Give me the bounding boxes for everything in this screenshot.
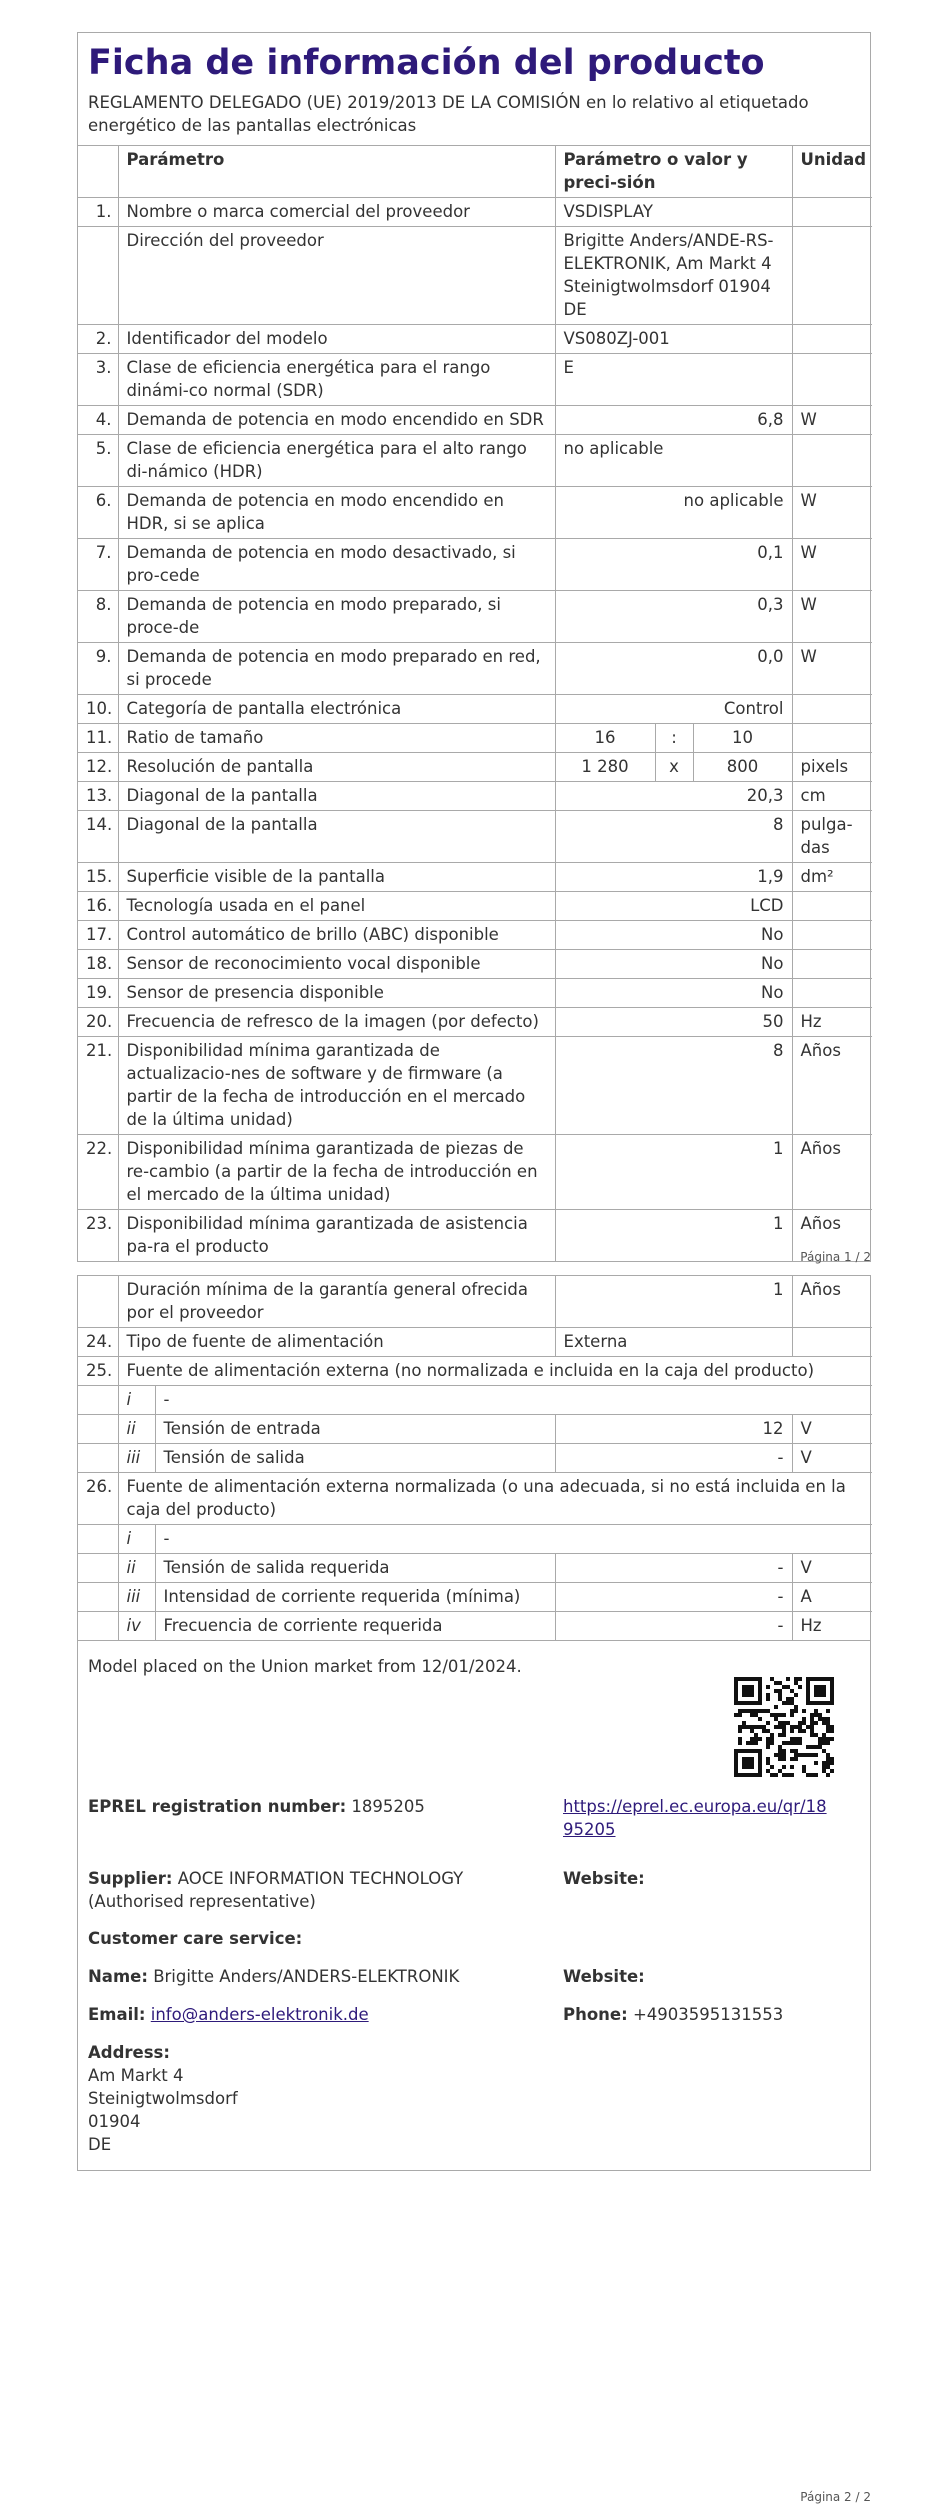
row-number: 13.: [78, 782, 118, 811]
table-row: [78, 724, 872, 753]
row-number: [78, 1612, 118, 1641]
row-value: Externa: [555, 1328, 792, 1357]
row-unit: W: [792, 406, 872, 435]
row-number: 16.: [78, 892, 118, 921]
row-value: 0,1: [555, 539, 792, 591]
row-unit: Hz: [792, 1008, 872, 1037]
sub-unit: A: [792, 1583, 872, 1612]
eprel-value: 1895205: [351, 1797, 425, 1816]
table-row: [78, 979, 872, 1008]
row-number: 18.: [78, 950, 118, 979]
row-unit: [792, 435, 872, 487]
row-unit: [792, 724, 872, 753]
row-number: 10.: [78, 695, 118, 724]
sub-index: i: [118, 1386, 155, 1415]
row-parameter: Sensor de presencia disponible: [118, 979, 555, 1008]
row-number: [78, 1583, 118, 1612]
address-line: DE: [88, 2135, 112, 2154]
row-parameter: Control automático de brillo (ABC) disponible: [118, 921, 555, 950]
sub-parameter: -: [155, 1386, 872, 1415]
row-value-separator: x: [655, 753, 693, 782]
row-unit: [792, 695, 872, 724]
market-text: Model placed on the Union market from 12/01/2024.: [88, 1657, 522, 1676]
row-number: 25.: [78, 1357, 118, 1386]
row-unit: [792, 354, 872, 406]
row-value: VSDISPLAY: [555, 198, 792, 227]
row-parameter: Tecnología usada en el panel: [118, 892, 555, 921]
row-number: [78, 227, 118, 325]
customer-care-heading: Customer care service:: [88, 1929, 303, 1948]
table-row: [78, 1135, 872, 1210]
row-value: 1: [555, 1135, 792, 1210]
row-unit: cm: [792, 782, 872, 811]
row-number: [78, 1554, 118, 1583]
table-row: [78, 1357, 872, 1386]
table-subrow: [78, 1583, 872, 1612]
sub-index: iv: [118, 1612, 155, 1641]
row-number: 4.: [78, 406, 118, 435]
row-value: No: [555, 979, 792, 1008]
page-title: Ficha de información del producto: [88, 43, 765, 83]
row-unit: [792, 1328, 872, 1357]
row-parameter: Dirección del proveedor: [118, 227, 555, 325]
sub-index: iii: [118, 1583, 155, 1612]
parameter-table: [78, 146, 872, 1261]
table-row: [78, 354, 872, 406]
table-row: [78, 811, 872, 863]
row-unit: W: [792, 539, 872, 591]
sub-index: ii: [118, 1415, 155, 1444]
sub-index: iii: [118, 1444, 155, 1473]
table-row: [78, 1008, 872, 1037]
row-number: 12.: [78, 753, 118, 782]
row-unit: W: [792, 591, 872, 643]
product-info-sheet: [77, 32, 871, 1262]
sub-value: -: [555, 1612, 792, 1641]
row-number: [78, 1525, 118, 1554]
row-unit: Años: [792, 1276, 872, 1328]
row-value: 50: [555, 1008, 792, 1037]
supplier-block: [88, 1867, 553, 1913]
sub-unit: Hz: [792, 1612, 872, 1641]
qr-code-icon: [734, 1677, 834, 1777]
row-unit: [792, 325, 872, 354]
table-row: [78, 921, 872, 950]
row-parameter: Duración mínima de la garantía general ofrecida por el proveedor: [118, 1276, 555, 1328]
row-number: 20.: [78, 1008, 118, 1037]
row-parameter: Superficie visible de la pantalla: [118, 863, 555, 892]
sub-index: ii: [118, 1554, 155, 1583]
table-subrow: [78, 1444, 872, 1473]
sub-unit: V: [792, 1554, 872, 1583]
row-number: 3.: [78, 354, 118, 406]
table-row: [78, 487, 872, 539]
phone-value: +4903595131553: [632, 2005, 784, 2024]
row-value-b: 800: [693, 753, 792, 782]
sub-value: -: [555, 1583, 792, 1612]
row-number: 21.: [78, 1037, 118, 1135]
row-unit: pixels: [792, 753, 872, 782]
eprel-link[interactable]: [563, 1795, 863, 1841]
table-row: [78, 695, 872, 724]
row-value: 0,3: [555, 591, 792, 643]
row-parameter: Demanda de potencia en modo desactivado, si pro-cede: [118, 539, 555, 591]
row-number: 5.: [78, 435, 118, 487]
header-number: [78, 146, 118, 198]
row-parameter: Clase de eficiencia energética para el alto rango di-námico (HDR): [118, 435, 555, 487]
sub-parameter: Tensión de salida: [155, 1444, 555, 1473]
table-row: [78, 539, 872, 591]
row-unit: Años: [792, 1037, 872, 1135]
address-line: Steinigtwolmsdorf: [88, 2089, 238, 2108]
row-unit: W: [792, 643, 872, 695]
sub-index: i: [118, 1525, 155, 1554]
email-label: Email:: [88, 2005, 146, 2024]
row-value: No: [555, 921, 792, 950]
row-parameter: Diagonal de la pantalla: [118, 811, 555, 863]
sub-parameter: -: [155, 1525, 872, 1554]
row-number: 11.: [78, 724, 118, 753]
row-parameter: Disponibilidad mínima garantizada de actualizacio-nes de software y de firmware (a partir de la fecha de introducción en el mercado de la última unidad): [118, 1037, 555, 1135]
table-subrow: [78, 1554, 872, 1583]
table-subrow: [78, 1612, 872, 1641]
table-header-row: [78, 146, 872, 198]
table-row: [78, 435, 872, 487]
row-number: 14.: [78, 811, 118, 863]
row-number: 1.: [78, 198, 118, 227]
row-unit: [792, 892, 872, 921]
address-line: 01904: [88, 2112, 141, 2131]
row-unit: [792, 227, 872, 325]
row-value: 8: [555, 811, 792, 863]
row-number: 19.: [78, 979, 118, 1008]
table-row: [78, 782, 872, 811]
row-number: 17.: [78, 921, 118, 950]
row-parameter: Disponibilidad mínima garantizada de piezas de re-cambio (a partir de la fecha de introducción en el mercado de la última unidad): [118, 1135, 555, 1210]
phone-block: [563, 2003, 783, 2026]
row-number: 7.: [78, 539, 118, 591]
row-value: 1: [555, 1210, 792, 1262]
table-subrow: [78, 1415, 872, 1444]
row-parameter: Demanda de potencia en modo encendido en SDR: [118, 406, 555, 435]
row-value: 20,3: [555, 782, 792, 811]
row-parameter: Tipo de fuente de alimentación: [118, 1328, 555, 1357]
row-parameter: Identificador del modelo: [118, 325, 555, 354]
row-number: 23.: [78, 1210, 118, 1262]
eprel-row: [88, 1795, 860, 1855]
eprel-link-line2[interactable]: 95205: [563, 1820, 616, 1839]
table-row: [78, 1328, 872, 1357]
row-unit: W: [792, 487, 872, 539]
supplier-info-box: [77, 1640, 871, 2171]
table-row: [78, 892, 872, 921]
row-value: 8: [555, 1037, 792, 1135]
table-row: [78, 325, 872, 354]
address-lines: [88, 2064, 860, 2156]
row-unit: Años: [792, 1210, 872, 1262]
email-row: [88, 2003, 860, 2041]
row-value: No: [555, 950, 792, 979]
row-value: no aplicable: [555, 435, 792, 487]
table-row: [78, 1210, 872, 1262]
sheet-header: [78, 33, 870, 146]
name-row: [88, 1965, 860, 2003]
row-parameter: Nombre o marca comercial del proveedor: [118, 198, 555, 227]
email-link[interactable]: info@anders-elektronik.de: [150, 2005, 369, 2024]
name-value: Brigitte Anders/ANDERS-ELEKTRONIK: [153, 1967, 460, 1986]
row-parameter: Demanda de potencia en modo preparado en red, si procede: [118, 643, 555, 695]
row-parameter: Clase de eficiencia energética para el rango dinámi-co normal (SDR): [118, 354, 555, 406]
row-number: 22.: [78, 1135, 118, 1210]
row-number: 24.: [78, 1328, 118, 1357]
row-value: Brigitte Anders/ANDE-RS-ELEKTRONIK, Am Markt 4 Steinigtwolmsdorf 01904 DE: [555, 227, 792, 325]
product-info-sheet-continued: [77, 1275, 871, 1641]
eprel-label: EPREL registration number:: [88, 1797, 347, 1816]
row-number: [78, 1386, 118, 1415]
row-value-separator: :: [655, 724, 693, 753]
row-value-b: 10: [693, 724, 792, 753]
supplier-value: AOCE INFORMATION TECHNOLOGY (Authorised representative): [88, 1869, 464, 1911]
supplier-row: [88, 1867, 860, 1927]
table-row: [78, 863, 872, 892]
sub-parameter: Tensión de salida requerida: [155, 1554, 555, 1583]
row-parameter: Categoría de pantalla electrónica: [118, 695, 555, 724]
row-value: 6,8: [555, 406, 792, 435]
row-number: [78, 1444, 118, 1473]
table-row: [78, 198, 872, 227]
row-parameter: Disponibilidad mínima garantizada de asistencia pa-ra el producto: [118, 1210, 555, 1262]
sub-value: -: [555, 1444, 792, 1473]
table-row: [78, 1276, 872, 1328]
row-parameter: Ratio de tamaño: [118, 724, 555, 753]
table-row: [78, 950, 872, 979]
row-unit: [792, 950, 872, 979]
row-unit: Años: [792, 1135, 872, 1210]
regulation-subtitle: REGLAMENTO DELEGADO (UE) 2019/2013 DE LA COMISIÓN en lo relativo al etiquetado energético de las pantallas electrónicas: [88, 93, 809, 135]
row-parameter: Diagonal de la pantalla: [118, 782, 555, 811]
table-subrow: [78, 1386, 872, 1415]
row-section-title: Fuente de alimentación externa (no normalizada e incluida en la caja del producto): [118, 1357, 872, 1386]
table-row: [78, 643, 872, 695]
row-unit: [792, 979, 872, 1008]
sub-value: 12: [555, 1415, 792, 1444]
page-number: Página 1 / 2: [800, 1250, 871, 1264]
row-number: 8.: [78, 591, 118, 643]
sub-value: -: [555, 1554, 792, 1583]
row-value: LCD: [555, 892, 792, 921]
page-number-2: Página 2 / 2: [800, 2490, 871, 2504]
table-row: [78, 1037, 872, 1135]
table-row: [78, 591, 872, 643]
table-row: [78, 227, 872, 325]
website2-label: Website:: [563, 1967, 645, 1986]
table-row: [78, 1473, 872, 1525]
sub-parameter: Intensidad de corriente requerida (mínima): [155, 1583, 555, 1612]
row-number: [78, 1415, 118, 1444]
row-value-a: 1 280: [555, 753, 655, 782]
row-value: VS080ZJ-001: [555, 325, 792, 354]
row-value-a: 16: [555, 724, 655, 753]
row-number: 26.: [78, 1473, 118, 1525]
phone-label: Phone:: [563, 2005, 628, 2024]
row-number: 6.: [78, 487, 118, 539]
row-section-title: Fuente de alimentación externa normalizada (o una adecuada, si no está incluida en la caja del producto): [118, 1473, 872, 1525]
row-unit: [792, 198, 872, 227]
row-value: 1,9: [555, 863, 792, 892]
row-value: no aplicable: [555, 487, 792, 539]
supplier-label: Supplier:: [88, 1869, 173, 1888]
table-row: [78, 406, 872, 435]
address-line: Am Markt 4: [88, 2066, 184, 2085]
row-parameter: Sensor de reconocimiento vocal disponible: [118, 950, 555, 979]
row-value: Control: [555, 695, 792, 724]
row-value: 0,0: [555, 643, 792, 695]
header-parameter: Parámetro: [118, 146, 555, 198]
name-label: Name:: [88, 1967, 148, 1986]
row-unit: dm²: [792, 863, 872, 892]
sub-unit: V: [792, 1415, 872, 1444]
row-number: 9.: [78, 643, 118, 695]
website-label: Website:: [563, 1869, 645, 1888]
header-value: Parámetro o valor y preci-sión: [555, 146, 792, 198]
row-number: 2.: [78, 325, 118, 354]
row-value: 1: [555, 1276, 792, 1328]
header-unit: Unidad: [792, 146, 872, 198]
sub-parameter: Frecuencia de corriente requerida: [155, 1612, 555, 1641]
table-row: [78, 753, 872, 782]
row-parameter: Demanda de potencia en modo encendido en HDR, si se aplica: [118, 487, 555, 539]
row-parameter: Frecuencia de refresco de la imagen (por defecto): [118, 1008, 555, 1037]
address-label: Address:: [88, 2043, 170, 2062]
table-subrow: [78, 1525, 872, 1554]
row-unit: pulga-das: [792, 811, 872, 863]
row-unit: [792, 921, 872, 950]
power-supply-table: [78, 1276, 872, 1640]
row-parameter: Resolución de pantalla: [118, 753, 555, 782]
row-value: E: [555, 354, 792, 406]
sub-unit: V: [792, 1444, 872, 1473]
market-block: [88, 1655, 860, 1795]
row-number: 15.: [78, 863, 118, 892]
sub-parameter: Tensión de entrada: [155, 1415, 555, 1444]
row-parameter: Demanda de potencia en modo preparado, si proce-de: [118, 591, 555, 643]
eprel-link-line1[interactable]: https://eprel.ec.europa.eu/qr/18: [563, 1797, 827, 1816]
